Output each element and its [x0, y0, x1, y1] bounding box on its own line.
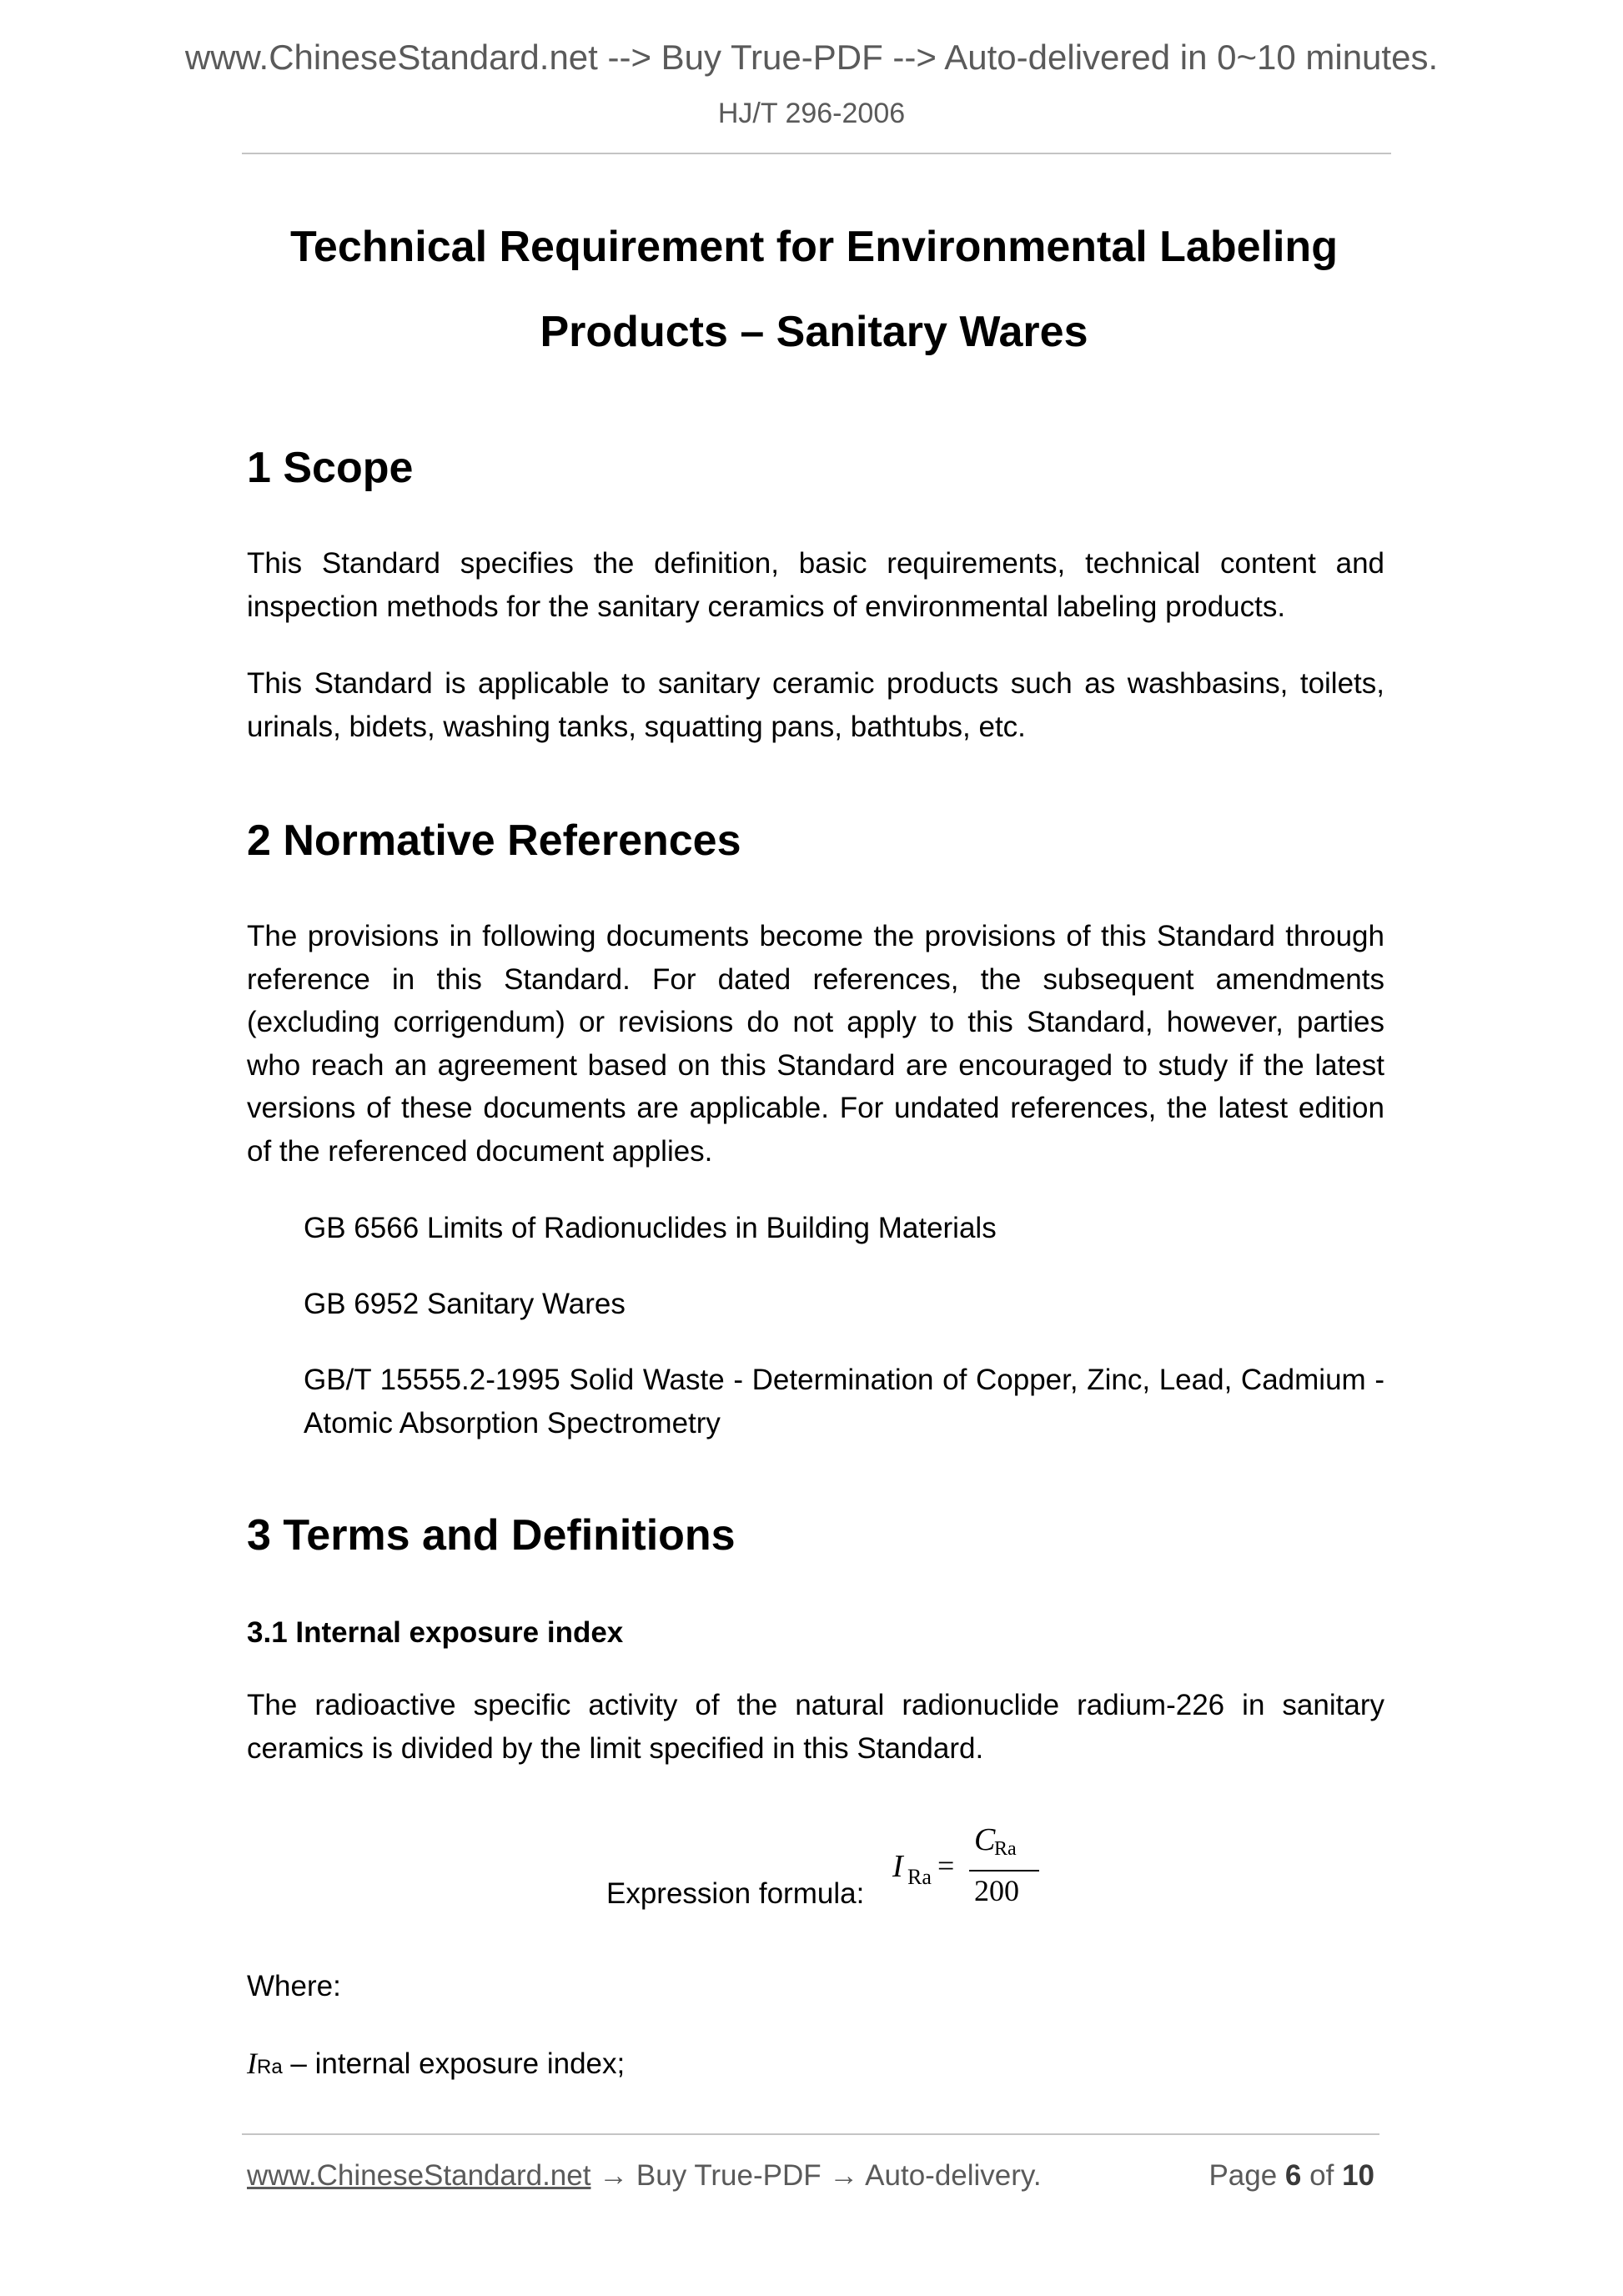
definition-paragraph: The radioactive specific activity of the natural radionuclide radium-226 in sanitary ceramics is divided by the limit specified in this Standard.: [247, 1689, 1384, 1765]
fraction-bar: [969, 1870, 1039, 1871]
symbol-definition: [247, 2045, 625, 2086]
footer-divider: [242, 2133, 1379, 2135]
page-indicator: [1208, 2157, 1374, 2195]
definition-symbol-subscript: Ra: [257, 2056, 283, 2078]
section-heading-normative-references: 2 Normative References: [247, 816, 741, 865]
formula-equals: =: [937, 1849, 955, 1882]
footer-site-link[interactable]: www.ChineseStandard.net: [247, 2159, 591, 2192]
where-label: Where:: [247, 1970, 341, 2002]
definition-symbol: I: [247, 2047, 257, 2080]
scope-paragraph-2: This Standard is applicable to sanitary ceramic products such as washbasins, toilets, urinals, bidets, washing tanks, squatting pans, bathtubs, etc.: [247, 667, 1384, 743]
document-title-line1: Technical Requirement for Environmental Labeling: [290, 223, 1338, 271]
reference-item: GB 6566 Limits of Radionuclides in Building Materials: [304, 1212, 997, 1244]
site-banner: www.ChineseStandard.net --> Buy True-PDF --> Auto-delivered in 0~10 minutes.: [184, 38, 1439, 77]
formula-lhs-subscript: Ra: [907, 1865, 932, 1889]
footer-tagline: → Buy True-PDF → Auto-delivery.: [590, 2159, 1042, 2192]
of-word: of: [1309, 2159, 1334, 2192]
document-id: HJ/T 296-2006: [717, 98, 906, 129]
section-heading-terms: 3 Terms and Definitions: [247, 1511, 736, 1560]
exposure-index-formula: [892, 1821, 1043, 1913]
document-title-line2: Products – Sanitary Wares: [540, 308, 1088, 356]
formula-numerator: C: [974, 1822, 996, 1857]
page-total: 10: [1342, 2159, 1374, 2192]
reference-item: GB/T 15555.2-1995 Solid Waste - Determination of Copper, Zinc, Lead, Cadmium - Atomic Absorption Spectrometry: [304, 1364, 1384, 1439]
formula-label: Expression formula:: [606, 1877, 865, 1910]
scope-paragraph-1: This Standard specifies the definition, basic requirements, technical content and inspection methods for the sanitary ceramics of environmental labeling products.: [247, 547, 1384, 623]
formula-numerator-subscript: Ra: [994, 1838, 1017, 1860]
subsection-heading-internal-exposure-index: 3.1 Internal exposure index: [247, 1616, 624, 1649]
formula-lhs-symbol: I: [892, 1849, 903, 1884]
page-word: Page: [1208, 2159, 1278, 2192]
page-footer: [247, 2157, 1381, 2198]
references-paragraph: The provisions in following documents become the provisions of this Standard through reference in this Standard. For dated references, the subsequent amendments (excluding corrigendum) or revisions do not apply to this Standard, however, parties who reach an agreement based on this Standard are encouraged to study if the latest versions of these documents are applicable. For undated references, the latest edition of the referenced document applies.: [247, 920, 1384, 1168]
page-number: 6: [1284, 2159, 1302, 2192]
reference-item: GB 6952 Sanitary Wares: [304, 1288, 626, 1320]
formula-denominator: 200: [974, 1874, 1019, 1907]
definition-text: – internal exposure index;: [282, 2047, 626, 2080]
header-divider: [242, 153, 1391, 154]
section-heading-scope: 1 Scope: [247, 444, 414, 492]
